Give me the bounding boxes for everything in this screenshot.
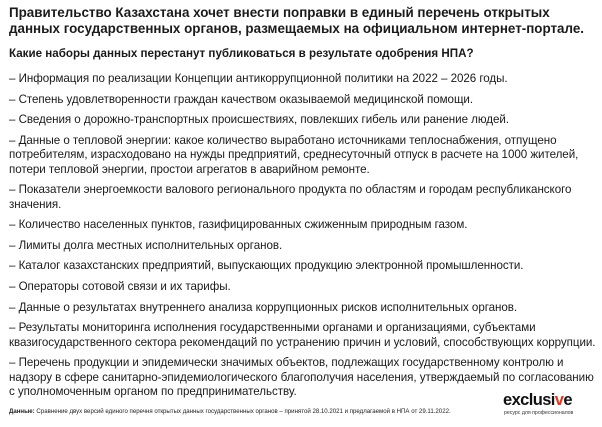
list-item: – Лимиты долга местных исполнительных органов. — [9, 238, 283, 252]
list-item: – Степень удовлетворенности граждан качеством оказываемой медицинской помощи. — [9, 92, 474, 106]
list-item: – Результаты мониторинга исполнения государственными органами и организациями, субъектами квазигосударственного сектора рекомендаций по устранению причин и условий, способствующих коррупции. — [9, 321, 596, 349]
list-item: – Операторы сотовой связи и их тарифы. — [9, 279, 231, 293]
list-item: – Показатели энергоемкости валового регионального продукта по областям и городам республиканского значения. — [9, 183, 572, 211]
list-item: – Данные о тепловой энергии: какое количество выработано источниками теплоснабжения, отпущено потребителям, израсходовано на нужды предприятий, среднесуточный отпуск в расчете на 1000 жителей, потери тепловой энергии, простои агрегатов в аварийном ремонте. — [9, 133, 579, 176]
logo-tagline: ресурс для профессионалов — [504, 410, 574, 416]
logo-word-accent: v — [554, 391, 564, 409]
list-item: – Информация по реализации Концепции антикоррупционной политики на 2022 – 2026 годы. — [9, 72, 508, 85]
source-note — [9, 408, 451, 416]
source-label: Данные: — [9, 408, 35, 415]
exclusive-logo — [503, 392, 595, 422]
logo-word-end: e — [563, 391, 572, 409]
dataset-list — [9, 72, 597, 406]
list-item: – Перечень продукции и эпидемически значимых объектов, подлежащих государственному контролю и надзору в сфере санитарно-эпидемиологического благополучия населения, утверждаемый по согласованию с уполномоченным органом по предпринимательству. — [9, 356, 594, 398]
logo-wordmark — [503, 392, 572, 409]
logo-word-main: exclusi — [503, 391, 555, 409]
list-item: – Сведения о дорожно-транспортных происшествиях, повлекших гибель или ранение людей. — [9, 113, 509, 127]
list-item: – Количество населенных пунктов, газифицированных сжиженным природным газом. — [9, 218, 468, 232]
page-subtitle: Какие наборы данных перестанут публиковаться в результате одобрения НПА? — [9, 47, 474, 60]
list-item: – Данные о результатах внутреннего анализа коррупционных рисков исполнительных органов. — [9, 300, 518, 314]
source-text: Сравнение двух версий единого перечня открытых данных государственных органов – принятой 28.10.2021 и предлагаемой в НПА от 29.11.2022. — [36, 408, 451, 415]
page-title: Правительство Казахстана хочет внести поправки в единый перечень открытых данных государственных органов, размещаемых на официальном интернет-портале. — [9, 5, 584, 36]
list-item: – Каталог казахстанских предприятий, выпускающих продукцию электронной промышленности. — [9, 259, 524, 273]
